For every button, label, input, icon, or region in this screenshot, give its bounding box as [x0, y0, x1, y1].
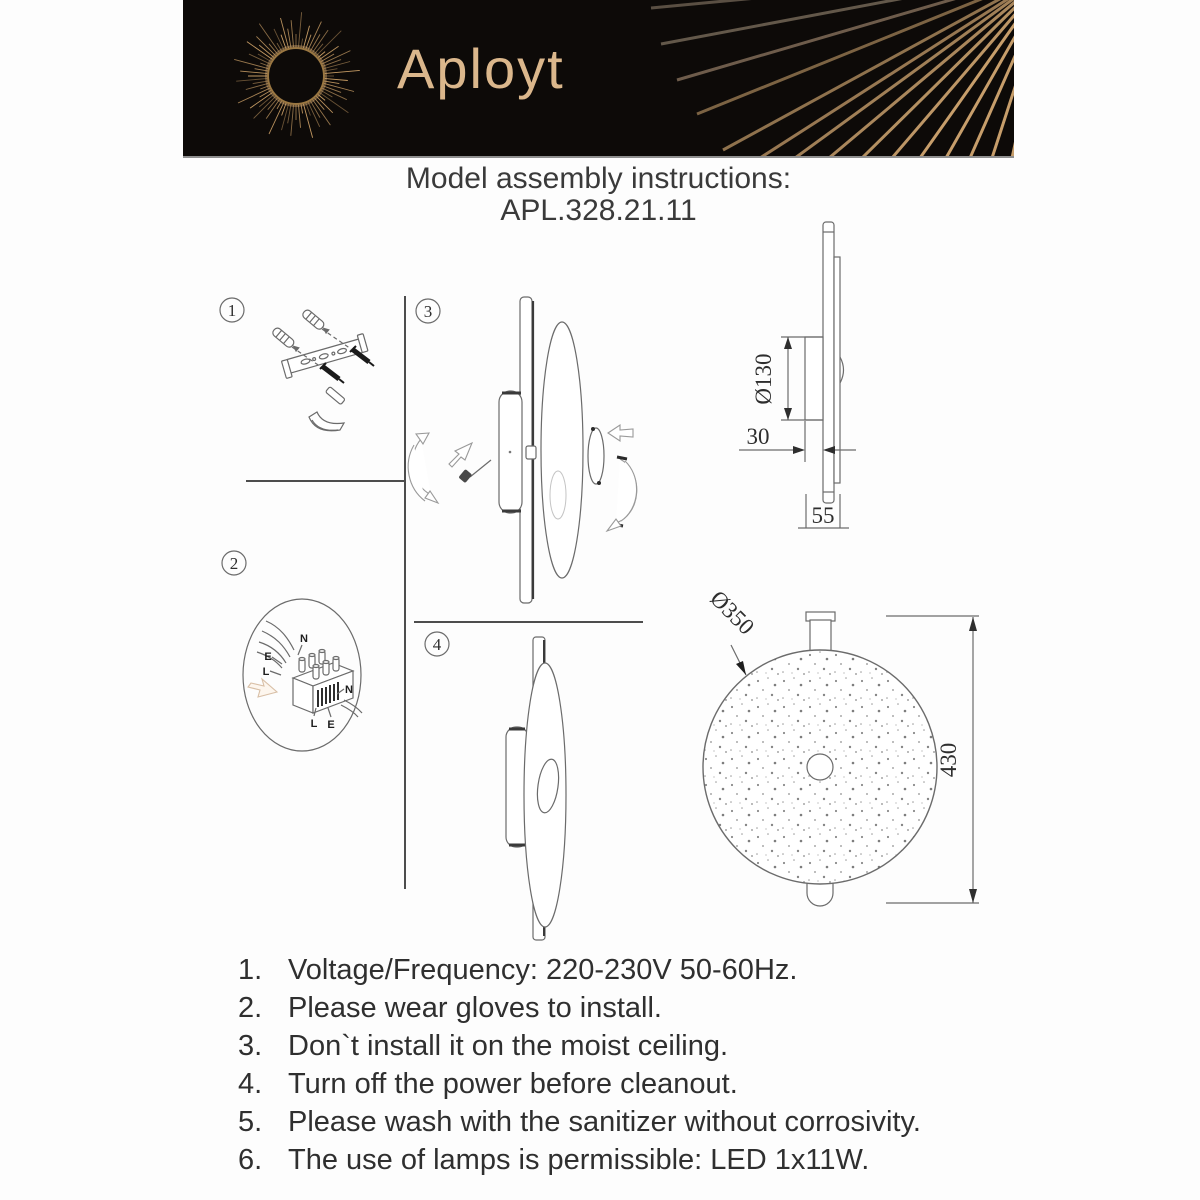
diagram-step4-assembled — [506, 637, 566, 940]
model-number: APL.328.21.11 — [500, 194, 697, 227]
instruction-number: 2. — [238, 992, 263, 1024]
wire-label-n: N — [300, 633, 308, 645]
insert-arrow-icon — [248, 679, 277, 697]
panel-dividers — [246, 296, 643, 889]
instruction-text: Please wear gloves to install. — [288, 992, 662, 1024]
dimension-total-height: 430 — [936, 742, 961, 778]
screw-icon — [320, 363, 344, 383]
instruction-number: 6. — [238, 1144, 263, 1176]
wire-label-e: E — [327, 719, 335, 731]
step-1-number: 1 — [227, 301, 237, 320]
instruction-number: 4. — [238, 1068, 263, 1100]
instruction-text: Turn off the power before cleanout. — [288, 1068, 738, 1100]
instruction-text: The use of lamps is permissible: LED 1x11W. — [288, 1144, 870, 1176]
instruction-text: Please wash with the sanitizer without corrosivity. — [288, 1106, 921, 1138]
instruction-text: Voltage/Frequency: 220-230V 50-60Hz. — [288, 954, 798, 986]
diagram-step3-exploded — [408, 297, 637, 603]
instruction-item — [238, 951, 921, 989]
dimension-total-depth: 55 — [811, 503, 835, 528]
title-heading: Model assembly instructions: — [405, 162, 792, 195]
instruction-number: 3. — [238, 1030, 263, 1062]
step-2-number: 2 — [229, 554, 239, 573]
screw-icon — [458, 460, 491, 483]
instructions-list — [238, 951, 921, 1179]
wire-label-l: L — [262, 666, 270, 678]
wire-label-l: L — [310, 718, 318, 730]
instruction-item — [238, 1103, 921, 1141]
instruction-number: 5. — [238, 1106, 263, 1138]
dimension-shade-diameter: Ø350 — [705, 585, 760, 640]
dimension-mount-diameter: Ø130 — [751, 353, 776, 405]
wire-label-e: E — [264, 651, 272, 663]
instruction-text: Don`t install it on the moist ceiling. — [288, 1030, 729, 1062]
instruction-item — [238, 1065, 921, 1103]
diagram-step2-wiring — [243, 599, 362, 751]
diagram-side-dimensions — [739, 222, 856, 528]
wall-plug-icon — [271, 326, 301, 353]
instruction-item — [238, 1027, 921, 1065]
diagram-front-dimensions — [703, 586, 979, 906]
instruction-item — [238, 1141, 921, 1179]
brand-wordmark: Aployt — [397, 37, 565, 100]
step-3-number: 3 — [423, 302, 433, 321]
dimension-mount-depth: 30 — [746, 424, 770, 449]
instruction-item — [238, 989, 921, 1027]
wire-label-n: N — [345, 684, 353, 696]
wall-plug-icon — [301, 308, 331, 335]
instruction-number: 1. — [238, 954, 263, 986]
step-4-number: 4 — [432, 635, 442, 654]
direction-arrow-icon — [608, 425, 633, 441]
direction-arrow-icon — [449, 443, 472, 467]
diagram-step1-bracket — [271, 308, 374, 430]
